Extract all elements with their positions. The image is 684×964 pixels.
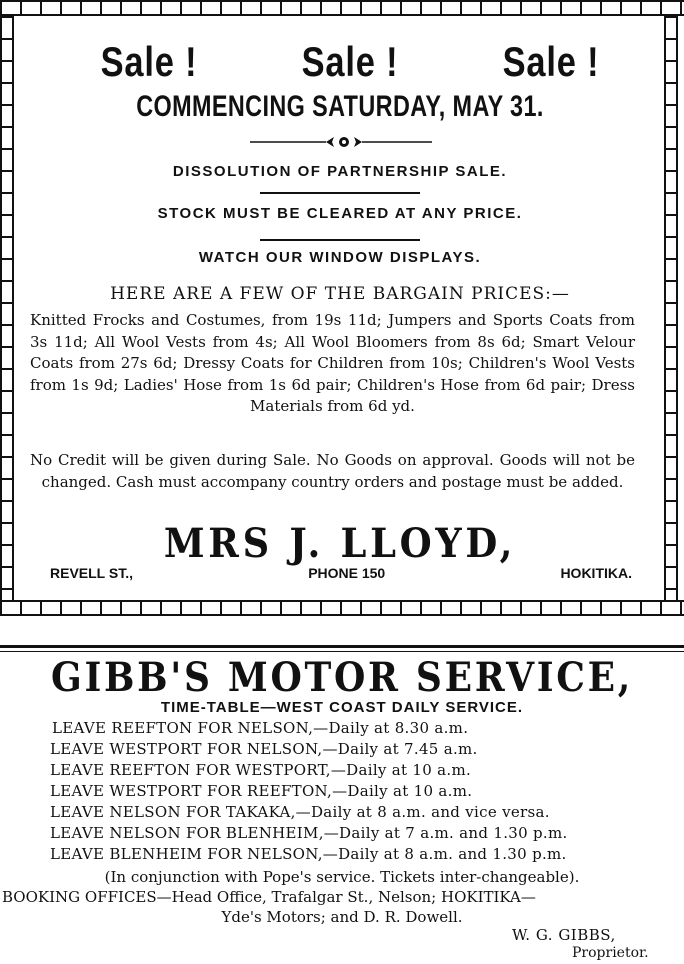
divider bbox=[260, 192, 420, 194]
route-line: LEAVE REEFTON FOR WESTPORT,—Daily at 10 a.m. bbox=[50, 761, 472, 779]
ad-border-top bbox=[0, 0, 684, 16]
sale-word: Sale ! bbox=[100, 38, 198, 85]
column-separator bbox=[0, 645, 684, 648]
booking-offices-line: BOOKING OFFICES—Head Office, Trafalgar St., Nelson; HOKITIKA— bbox=[2, 888, 536, 906]
route-line: LEAVE BLENHEIM FOR NELSON,—Daily at 8 a.m. and 1.30 p.m. bbox=[50, 845, 567, 863]
motor-service-title: GIBB'S MOTOR SERVICE, bbox=[51, 654, 633, 701]
window-displays-line: WATCH OUR WINDOW DISPLAYS. bbox=[198, 249, 482, 266]
lloyd-sale-advertisement bbox=[20, 20, 660, 598]
proprietor-name: W. G. GIBBS, bbox=[512, 926, 616, 944]
phone-number: PHONE 150 bbox=[308, 565, 386, 581]
ad-border-right bbox=[664, 16, 678, 600]
sale-word: Sale ! bbox=[301, 38, 399, 85]
stock-line: STOCK MUST BE CLEARED AT ANY PRICE. bbox=[157, 205, 523, 222]
route-line: LEAVE WESTPORT FOR NELSON,—Daily at 7.45 a.m. bbox=[50, 740, 478, 758]
route-line: LEAVE NELSON FOR TAKAKA,—Daily at 8 a.m. and vice versa. bbox=[50, 803, 550, 821]
ad-border-left bbox=[0, 16, 14, 600]
sale-word: Sale ! bbox=[502, 38, 600, 85]
conjunction-note: (In conjunction with Pope's service. Tickets inter-changeable). bbox=[104, 868, 580, 886]
sale-date-heading: COMMENCING SATURDAY, MAY 31. bbox=[136, 90, 544, 123]
ad-border-bottom bbox=[0, 600, 684, 616]
advertiser-name: MRS J. LLOYD, bbox=[163, 520, 517, 567]
sale-terms-paragraph: No Credit will be given during Sale. No Goods on approval. Goods will not be changed. Cash must accompany country orders and postage must be added. bbox=[30, 451, 635, 491]
timetable-heading: TIME-TABLE—WEST COAST DAILY SERVICE. bbox=[160, 699, 524, 716]
sale-headline bbox=[90, 38, 610, 86]
ornament-divider-icon bbox=[240, 132, 440, 152]
route-line: LEAVE REEFTON FOR NELSON,—Daily at 8.30 a.m. bbox=[52, 719, 469, 737]
route-line: LEAVE WESTPORT FOR REEFTON,—Daily at 10 a.m. bbox=[50, 782, 473, 800]
street-address: REVELL ST., bbox=[50, 565, 133, 581]
advertiser-contact-row bbox=[50, 565, 632, 581]
proprietor-title: Proprietor. bbox=[572, 945, 649, 961]
booking-offices-continued: Yde's Motors; and D. R. Dowell. bbox=[221, 908, 463, 926]
price-list-paragraph: Knitted Frocks and Costumes, from 19s 11d; Jumpers and Sports Coats from 3s 11d; All Wool Vests from 4s; All Wool Bloomers from 8s 6d; Smart Velour Coats from 27s 6d; Dressy Coats for Children from 10s; Children's Wool Vests from 1s 9d; Ladies' Hose from 1s 6d pair; Children's Hose from 6d pair; Dress Materials from 6d yd. bbox=[30, 311, 635, 415]
dissolution-line: DISSOLUTION OF PARTNERSHIP SALE. bbox=[172, 163, 508, 180]
town-name: HOKITIKA. bbox=[560, 565, 632, 581]
route-line: LEAVE NELSON FOR BLENHEIM,—Daily at 7 a.m. and 1.30 p.m. bbox=[50, 824, 568, 842]
column-separator-thin bbox=[0, 651, 684, 652]
divider bbox=[260, 239, 420, 241]
bargain-heading: HERE ARE A FEW OF THE BARGAIN PRICES:— bbox=[110, 284, 570, 304]
